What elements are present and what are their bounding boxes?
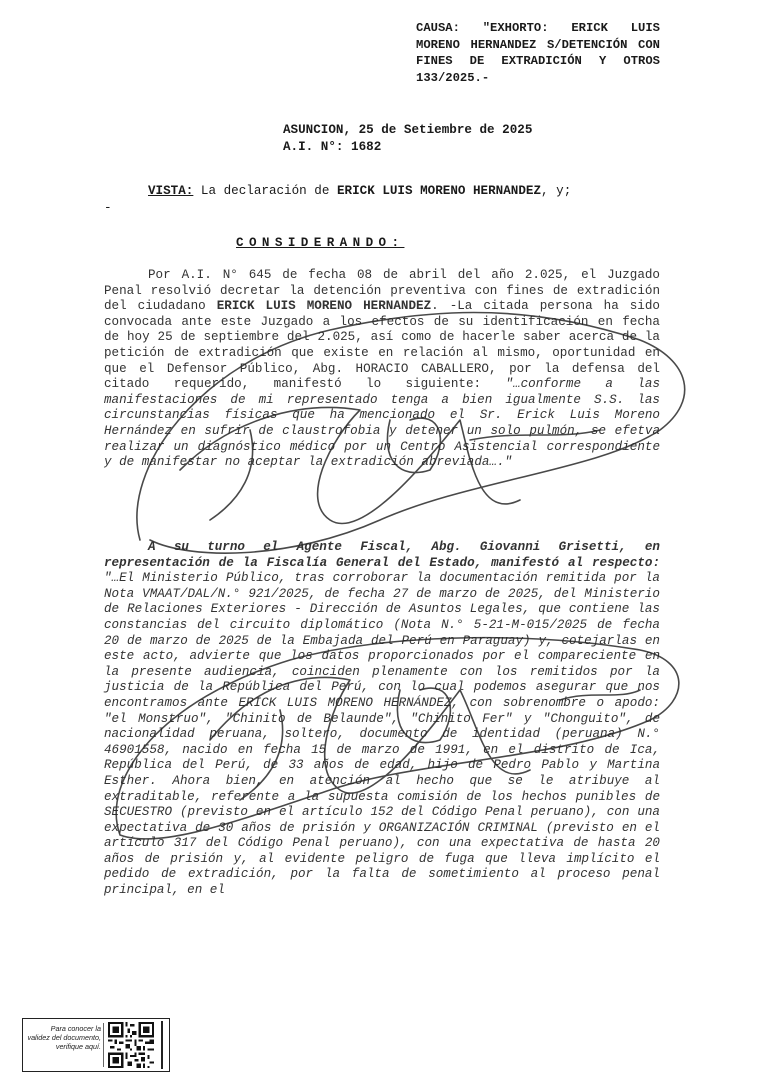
case-caption: CAUSA: "EXHORTO: ERICK LUIS MORENO HERNANDEZ S/DETENCIÓN CON FINES DE EXTRADICIÓN Y OTROS 133/2025.-: [416, 21, 660, 85]
vista-text-before: La declaración de: [200, 184, 330, 198]
paragraph-1-quote: "…conforme a las manifestaciones de mi representado tenga a bien igualmente S.S. las circunstancias físicas que ha mencionado el Sr. Erick Luis Moreno Hernández en sufrir de claustrofobia y detener un solo pulmón, se efetva realizar un diagnóstico médico por un Centro Asistencial correspondiente y de manifestar no aceptar la extradición abreviada….": [104, 377, 661, 470]
vista-name: ERICK LUIS MORENO HERNANDEZ: [336, 184, 542, 198]
paragraph-1-text-1: Por A.I. N° 645 de fecha 08 de abril del año 2.025, el Juzgado Penal resolvió decretar la detención preventiva con fines de extradición del ciudadano: [104, 268, 660, 314]
verification-divider: [103, 1023, 104, 1067]
verification-text: Para conocer la validez del documento, verifique aquí.: [27, 1024, 101, 1051]
paragraph-2-lead: A su turno el Agente Fiscal, Abg. Giovanni Grisetti, en representación de la Fiscalía General del Estado, manifestó al respecto:: [104, 540, 660, 570]
considerando-title: CONSIDERANDO:: [236, 236, 405, 250]
place-date-block: [283, 122, 532, 156]
paragraph-2-quote: "…El Ministerio Público, tras corroborar la documentación remitida por la Nota VMAAT/DAL/N.° 921/2025, de fecha 27 de marzo de 2025, del Ministerio de Relaciones Exteriores - Dirección de Asuntos Legales, que contiene las constancias del circuito diplomático (Nota N.° 5-21-M-015/2025 de fecha 20 de marzo de 2025 de la Embajada del Perú en Paraguay) y, cotejarlas en este acto, advierte que los datos proporcionados por el compareciente en la presente audiencia, coinciden plenamente con los remitidos por la justicia de la República del Perú, con lo cual podemos asegurar que nos encontramos ante ERICK LUIS MORENO HERNÁNDEZ, con sobrenombre o apodo: "el Monstruo", "Chinito de Belaunde", "Chinito Fer" y "Chonguito", de nacionalidad peruana, soltero, documento de identidad (peruana) N.° 46901558, nacido en fecha 15 de marzo de 1991, en el distrito de Ica, República del Perú, de 33 años de edad, hijo de Pedro Pablo y Martina Esther. Ahora bien, en atención al hecho que se le atribuye al extraditable, referente a la supuesta comisión de los hechos punibles de SECUESTRO (previsto en el artículo 152 del Código Penal peruano), con una expectativa de 30 años de prisión y ORGANIZACIÓN CRIMINAL (previsto en el artículo 317 del Código Penal peruano), con una expectativa de hasta 20 años de prisión y, al evidente peligro de fuga que lleva implícito el pedido de extradición, por la falta de sometimiento al proceso penal principal, en el: [104, 571, 660, 898]
verification-border-cap: [161, 1021, 163, 1069]
paragraph-1: [104, 268, 660, 471]
qr-code-icon[interactable]: [108, 1022, 154, 1068]
paragraph-1-text-2: . -La citada persona ha sido convocada ante este Juzgado a los efectos de su identificación en fecha de hoy 25 de septiembre del 2.025, así como de hacerle saber acerca de la petición de extradición que existe en relación al mismo, oportunidad en que el Defensor Público, Abg. HORACIO CABALLERO, por la defensa del citado requerido, manifestó lo siguiente:: [104, 299, 660, 392]
resolution-number: A.I. N°: 1682: [283, 140, 382, 154]
verification-box[interactable]: [22, 1018, 170, 1072]
vista-dash: -: [104, 201, 112, 215]
vista-text-after: , y;: [541, 184, 572, 198]
vista-line: [104, 183, 660, 200]
vista-label: VISTA:: [148, 184, 194, 198]
place-date: ASUNCION, 25 de Setiembre de 2025: [283, 123, 533, 137]
paragraph-1-name: ERICK LUIS MORENO HERNANDEZ: [216, 299, 432, 314]
paragraph-2: [104, 540, 660, 899]
